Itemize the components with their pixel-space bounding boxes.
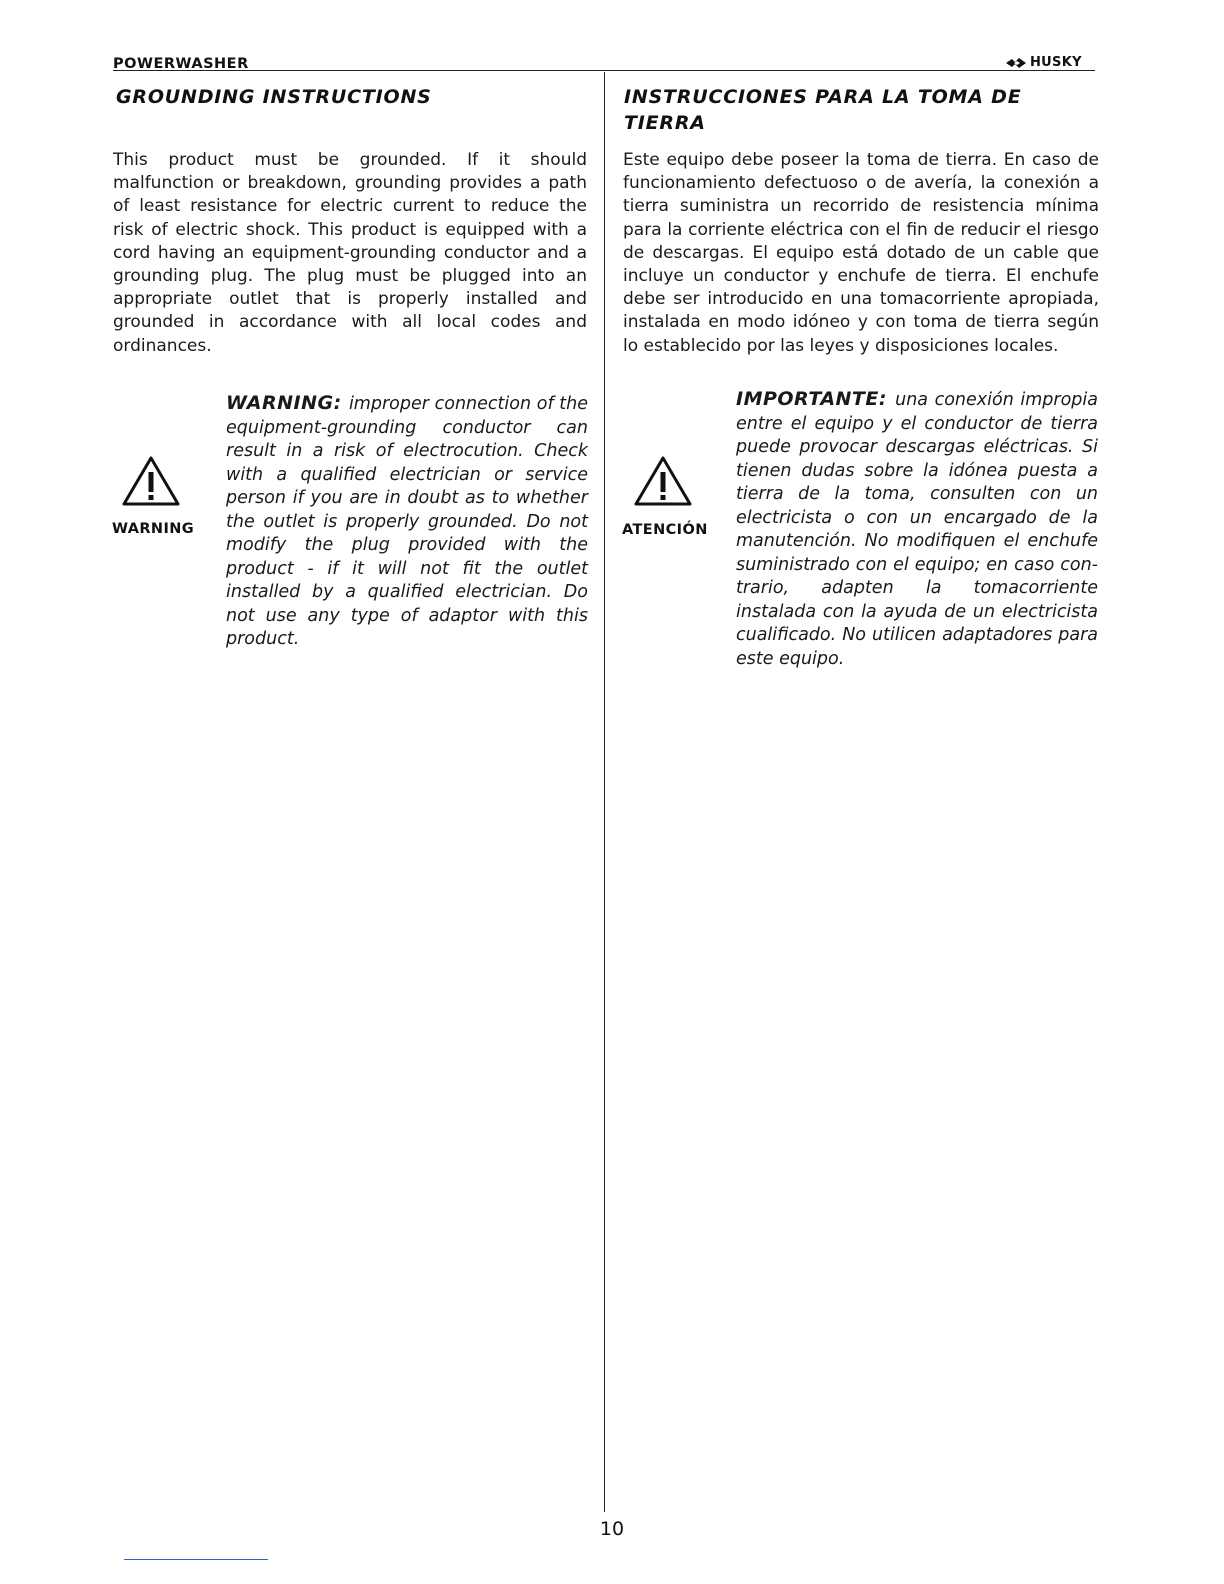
bottom-link-underline [124,1559,268,1560]
spanish-warning-text: una conexión impropia entre el equipo y el conductor de tierra puede provocar descargas eléctricas. Si tienen dudas sobre la idónea puesta a tierra de la toma, consulten con un electricista o con un encargado de la manutención. No modifiquen el enchufe suministrado con el equipo; en caso con-trario, adapten la tomacorriente instalada con la ayuda de un electricista cualificado. No utilicen adaptadores para este equipo. [736,390,1098,669]
header-product-label: POWERWASHER [113,56,249,72]
english-warning-text: improper connection of the equipment-grounding conductor can result in a risk of electrocution. Check with a qualified electrician or service person if you are in doubt as to whether the outlet is properly grounded. Do not modify the plug provided with the product - if it will not fit the outlet installed by a qualified electrician. Do not use any type of adaptor with this product. [226,394,589,649]
english-body: This product must be grounded. If it should malfunction or breakdown, grounding provides a path of least resistance for electric current to reduce the risk of electric shock. This product is equipped with a cord having an equipment-grounding conductor and a grounding plug. The plug must be plugged into an appropriate outlet that is properly installed and grounded in accordance with all local codes and ordinances. [113,150,587,356]
warning-triangle-icon [633,455,693,511]
warning-triangle-icon [121,455,181,511]
english-warning-lead: WARNING: [226,392,349,414]
header-rule [113,70,1095,71]
spanish-heading: INSTRUCCIONES PARA LA TOMA DE TIERRA [624,86,1022,134]
husky-logo-icon [1005,57,1027,69]
english-heading: GROUNDING INSTRUCTIONS [116,86,432,108]
spanish-body: Este equipo debe poseer la toma de tierra. En caso de funcionamiento defectuoso o de avería, la conexión a tierra suministra un recorrido de resistencia mínima para la corriente eléctrica con el fin de reducir el riesgo de descargas. El equipo está dotado de un cable que incluye un conductor y enchufe de tierra. El enchufe debe ser introducido en una tomacorriente apropiada, instalada en modo idóneo y con toma de tierra según lo establecido por las leyes y disposiciones locales. [623,150,1099,356]
brand-name: HUSKY [1030,55,1082,70]
page-number: 10 [599,1518,625,1540]
spanish-warning-block [736,388,1098,671]
column-divider [604,72,605,1512]
warning-icon-caption: WARNING [112,521,195,537]
english-warning-block [226,392,588,652]
brand-logo [1005,55,1082,70]
atencion-icon-caption: ATENCIÓN [622,522,708,538]
spanish-warning-lead: IMPORTANTE: [736,388,896,410]
